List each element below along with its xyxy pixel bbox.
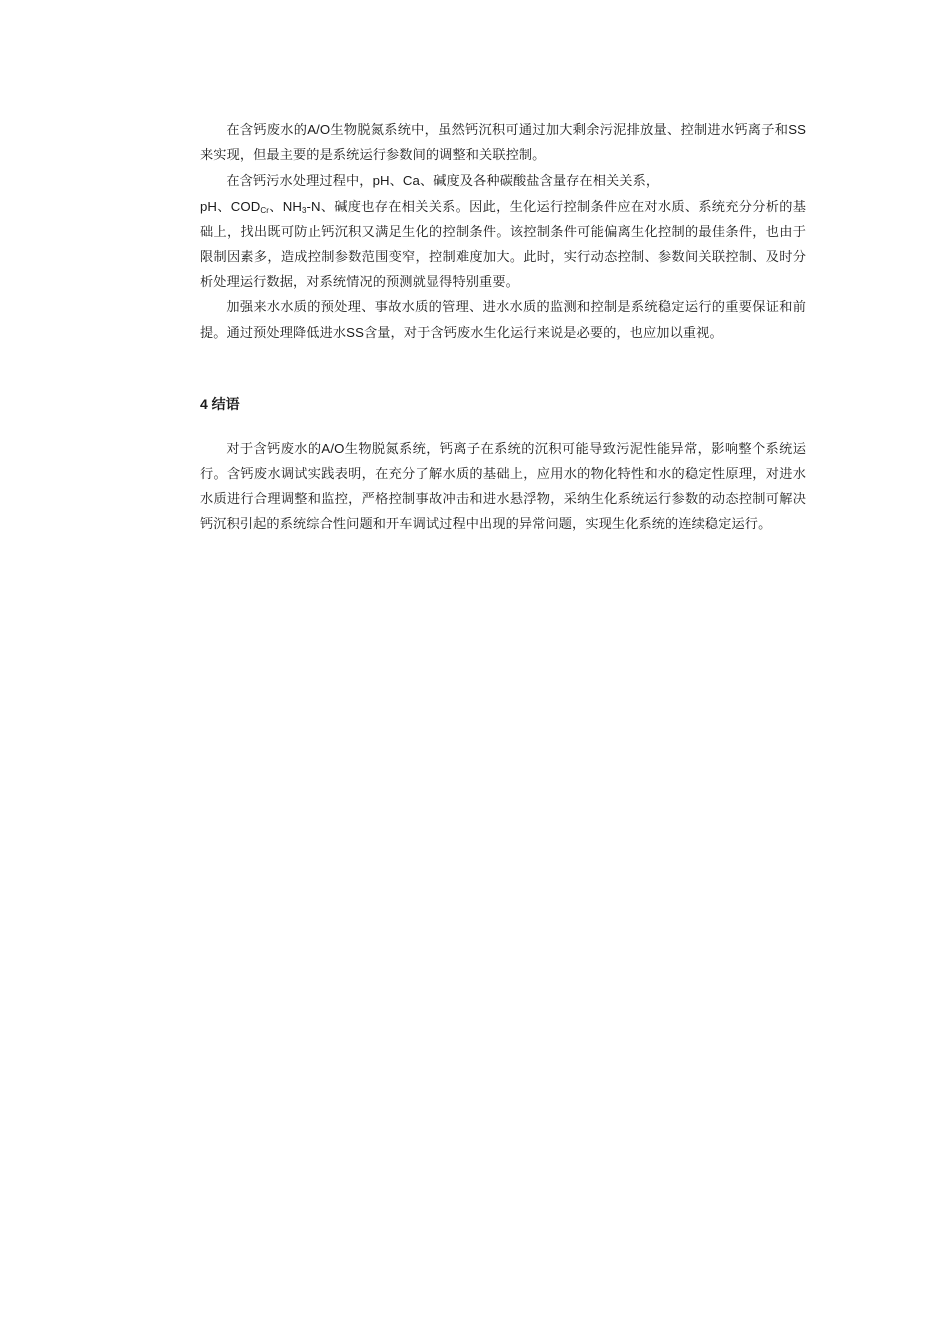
paragraph-control-conditions: pH、$COD_{Cr}$、$NH_3-N$、碱度也存在相关关系。因此，生化运行控制条件应在对水质、系统充分分析的基础上，找出既可防止钙沉积又满足生化的控制条件。该控制条件可能偏离生化控制的最佳条件，也由于限制因素多，造成控制参数范围变窄，控制难度加大。此时，实行动态控制、参数间关联控制、及时分析处理运行数据，对系统情况的预测就显得特别重要。 — [200, 199, 806, 290]
paragraph-correlation-intro: 在含钙污水处理过程中，pH、Ca、碱度及各种碳酸盐含量存在相关关系， — [226, 173, 660, 189]
document-body — [200, 117, 806, 537]
subscript-3: 3 — [301, 206, 307, 215]
heading-spacer — [200, 416, 806, 436]
subscript-cr: Cr — [260, 206, 270, 215]
section-heading-conclusion: 4 结语 — [200, 396, 240, 412]
paragraph-calcium-deposition: 在含钙废水的A/O生物脱氮系统中，虽然钙沉积可通过加大剩余污泥排放量、控制进水钙离子和SS来实现，但最主要的是系统运行参数间的调整和关联控制。 — [200, 122, 806, 163]
paragraph-pretreatment: 加强来水水质的预处理、事故水质的管理、进水水质的监测和控制是系统稳定运行的重要保证和前提。通过预处理降低进水SS含量，对于含钙废水生化运行来说是必要的，也应加以重视。 — [200, 300, 806, 341]
paragraph-conclusion: 对于含钙废水的A/O生物脱氮系统，钙离子在系统的沉积可能导致污泥性能异常，影响整个系统运行。含钙废水调试实践表明，在充分了解水质的基础上，应用水的物化特性和水的稳定性原理，对进水水质进行合理调整和监控，严格控制事故冲击和进水悬浮物，采纳生化系统运行参数的动态控制可解决钙沉积引起的系统综合性问题和开车调试过程中出现的异常问题，实现生化系统的连续稳定运行。 — [200, 441, 806, 532]
